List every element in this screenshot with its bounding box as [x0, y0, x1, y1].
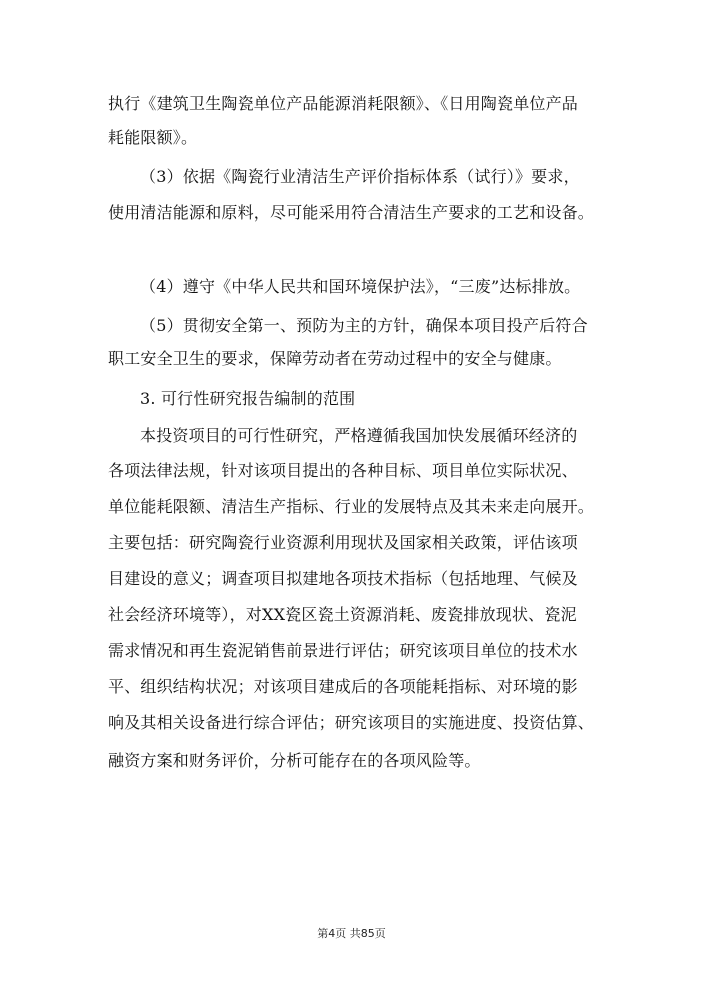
paragraph-4-line-2: 职工安全卫生的要求，保障劳动者在劳动过程中的安全与健康。 [108, 349, 562, 368]
paragraph-5-line-6: 社会经济环境等），对XX瓷区瓷土资源消耗、废瓷排放现状、瓷泥 [108, 605, 577, 624]
paragraph-5-line-1: 本投资项目的可行性研究，严格遵循我国加快发展循环经济的 [140, 426, 578, 445]
paragraph-1-line-1: 执行《建筑卫生陶瓷单位产品能源消耗限额》、《日用陶瓷单位产品 [108, 94, 579, 113]
paragraph-5-line-7: 需求情况和再生瓷泥销售前景进行评估；研究该项目单位的技术水 [108, 641, 578, 660]
paragraph-4-line-1: （5）贯彻安全第一、预防为主的方针，确保本项目投产后符合 [140, 316, 588, 335]
page-footer: 第4页 共85页 [317, 927, 386, 940]
section-heading: 3. 可行性研究报告编制的范围 [140, 389, 356, 408]
paragraph-3-line-1: （4）遵守《中华人民共和国环境保护法》，“三废”达标排放。 [140, 277, 581, 296]
paragraph-5-line-9: 响及其相关设备进行综合评估；研究该项目的实施进度、投资估算、 [108, 713, 595, 732]
paragraph-5-line-10: 融资方案和财务评价，分析可能存在的各项风险等。 [108, 751, 481, 770]
paragraph-5-line-5: 目建设的意义；调查项目拟建地各项技术指标（包括地理、气候及 [108, 569, 578, 588]
paragraph-5-line-3: 单位能耗限额、清洁生产指标、行业的发展特点及其未来走向展开。 [108, 497, 595, 516]
paragraph-2-line-2: 使用清洁能源和原料，尽可能采用符合清洁生产要求的工艺和设备。 [108, 203, 595, 222]
paragraph-2-line-1: （3）依据《陶瓷行业清洁生产评价指标体系（试行）》要求， [140, 167, 580, 186]
paragraph-5-line-4: 主要包括：研究陶瓷行业资源利用现状及国家相关政策，评估该项 [108, 533, 578, 552]
paragraph-5-line-2: 各项法律法规，针对该项目提出的各种目标、项目单位实际状况、 [108, 461, 578, 480]
paragraph-5-line-8: 平、组织结构状况；对该项目建成后的各项能耗指标、对环境的影 [108, 677, 578, 696]
paragraph-1-line-2: 耗能限额》。 [108, 128, 198, 147]
